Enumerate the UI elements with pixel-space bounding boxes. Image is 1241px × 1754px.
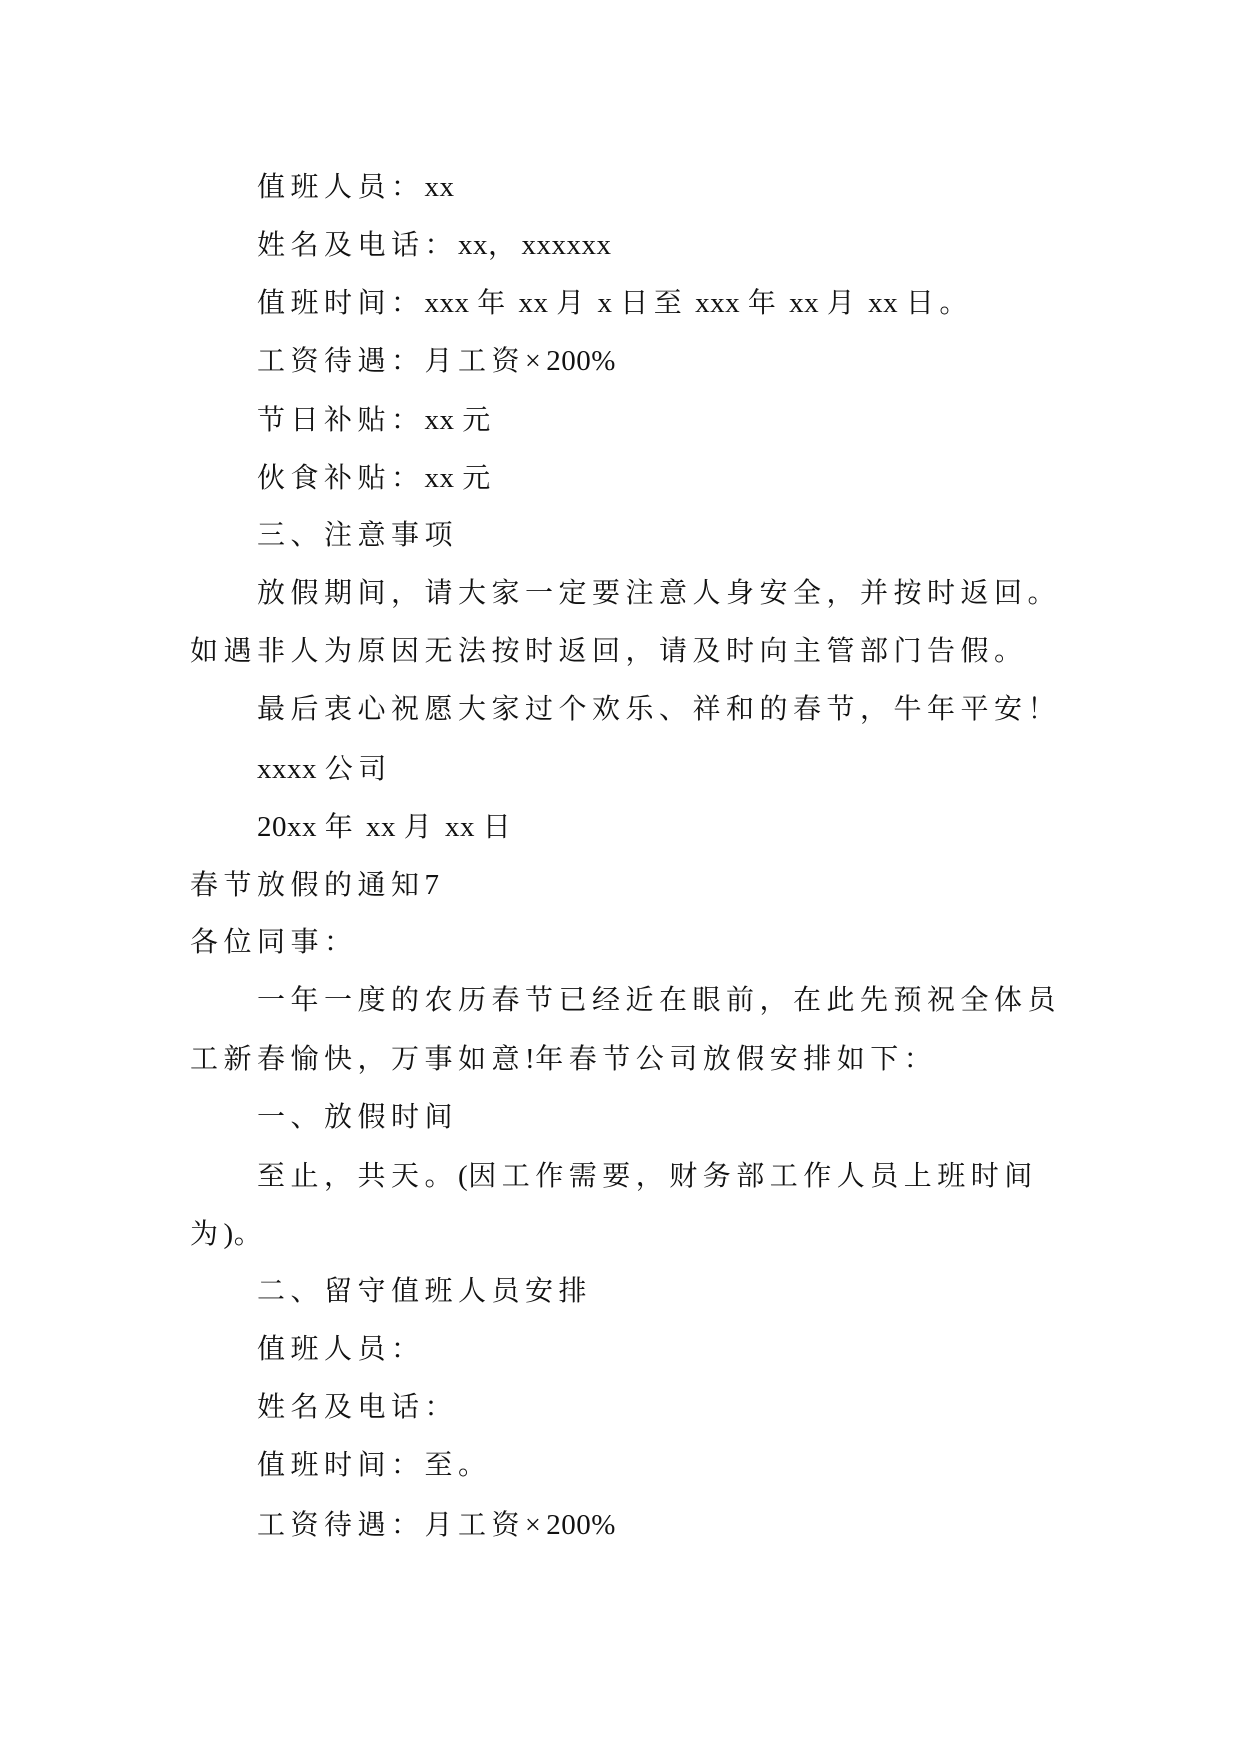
latin-text-run: (	[458, 1159, 469, 1192]
latin-text-run: xx	[424, 403, 463, 436]
latin-text-run: 200%	[546, 1508, 616, 1541]
holiday-allowance-line: 节日补贴：xx 元	[257, 403, 496, 436]
section-heading: 三、注意事项	[257, 519, 459, 551]
latin-text-run: xx	[424, 461, 463, 494]
latin-text-run: xx	[358, 810, 404, 843]
paragraph-line: 至止，共天。(因工作需要，财务部工作人员上班时间	[257, 1159, 1038, 1192]
latin-text-run: )	[223, 1217, 234, 1250]
latin-text-run: xx	[860, 287, 906, 320]
duty-staff-line: 值班人员：xx	[257, 171, 455, 203]
paragraph-line: 为)。	[190, 1217, 268, 1250]
latin-text-run: xxxx	[257, 752, 325, 785]
wage-line: 工资待遇：月工资×200%	[257, 345, 616, 378]
notice-7	[190, 856, 1090, 1554]
latin-text-run: 7	[424, 868, 440, 901]
signature-date: 20xx 年 xx 月 xx 日	[257, 810, 517, 843]
latin-text-run: 20xx	[257, 810, 325, 843]
notice-title: 春节放假的通知7	[190, 868, 440, 901]
section-1	[190, 1089, 1090, 1263]
latin-text-run: xx	[424, 171, 455, 203]
paragraph-line: 工新春愉快，万事如意!年春节公司放假安排如下：	[190, 1043, 938, 1076]
paragraph-line: 一年一度的农历春节已经近在眼前，在此先预祝全体员	[257, 985, 1062, 1017]
latin-text-run: xxxxxx	[521, 229, 612, 262]
latin-text-run: xxx	[424, 287, 478, 320]
duty-time-line: 值班时间：xxx 年 xx 月 x 日至 xxx 年 xx 月 xx 日。	[257, 287, 973, 320]
section-3	[190, 507, 1090, 681]
section-2	[190, 1263, 1090, 1554]
duty-staff-line: 值班人员：	[257, 1334, 425, 1366]
section-heading: 一、放假时间	[257, 1101, 459, 1133]
latin-text-run: xx	[781, 287, 827, 320]
duty-time-line: 值班时间：至。	[257, 1450, 492, 1482]
latin-text-run: xx	[458, 229, 489, 262]
paragraph-line: 放假期间，请大家一定要注意人身安全，并按时返回。	[257, 578, 1062, 610]
name-phone-line: 姓名及电话：xx，xxxxxx	[257, 229, 612, 262]
previous-notice-continued	[190, 158, 1090, 856]
duty-arrangement	[190, 158, 1090, 507]
paragraph-line: 如遇非人为原因无法按时返回，请及时向主管部门告假。	[190, 636, 1028, 668]
latin-text-run: x	[589, 287, 621, 320]
closing-line: 最后衷心祝愿大家过个欢乐、祥和的春节，牛年平安！	[257, 694, 1062, 726]
wage-line: 工资待遇：月工资×200%	[257, 1508, 616, 1541]
salutation: 各位同事：	[190, 927, 358, 959]
latin-text-run: xxx	[687, 287, 748, 320]
intro-paragraph	[190, 972, 1090, 1088]
latin-text-run: 200%	[546, 345, 616, 378]
latin-text-run: xx	[510, 287, 557, 320]
document-body	[190, 158, 1090, 1554]
company-signature: xxxx 公司	[257, 752, 392, 785]
latin-text-run: !	[525, 1043, 536, 1076]
section-heading: 二、留守值班人员安排	[257, 1275, 593, 1307]
meal-allowance-line: 伙食补贴：xx 元	[257, 461, 496, 494]
latin-text-run: xx	[437, 810, 483, 843]
name-phone-line: 姓名及电话：	[257, 1392, 459, 1424]
